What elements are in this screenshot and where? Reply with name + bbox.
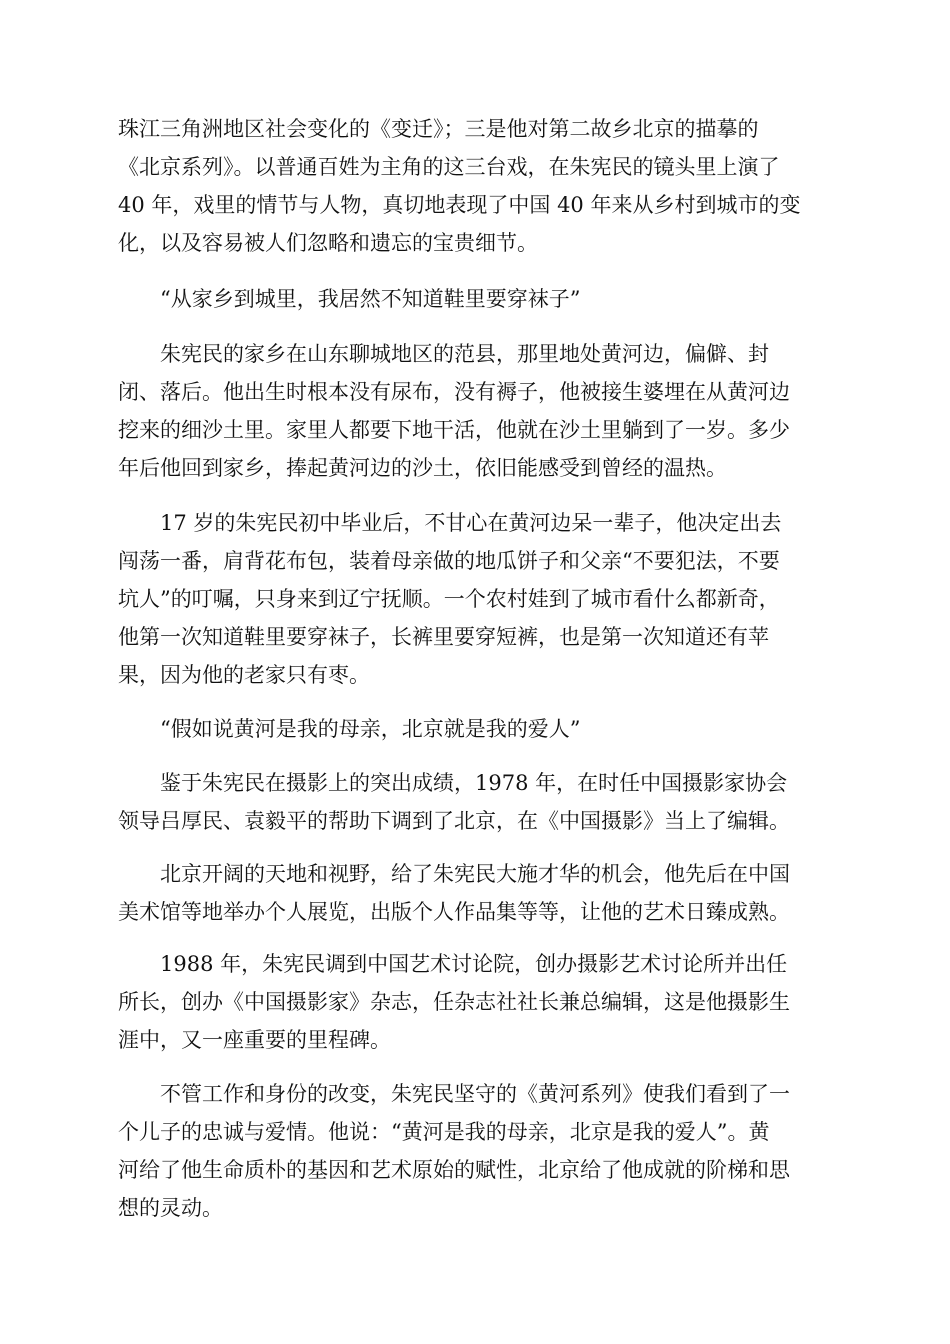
text-line: 珠江三角洲地区社会变化的《变迁》；三是他对第二故乡北京的描摹的 (118, 117, 759, 141)
section-heading (118, 280, 834, 318)
text-line: 坑人”的叮嘱，只身来到辽宁抚顺。一个农村娃到了城市看什么都新奇， (118, 587, 780, 611)
text-line: 17 岁的朱宪民初中毕业后，不甘心在黄河边呆一辈子，他决定出去 (160, 511, 782, 535)
text-line: 涯中，又一座重要的里程碑。 (118, 1028, 391, 1052)
text-line: 个儿子的忠诚与爱情。他说：“黄河是我的母亲，北京是我的爱人”。黄 (118, 1120, 770, 1144)
text-line: 闭、落后。他出生时根本没有尿布，没有褥子，他被接生婆埋在从黄河边 (118, 380, 790, 404)
paragraph (118, 764, 834, 840)
text-line: 挖来的细沙土里。家里人都要下地干活，他就在沙土里躺到了一岁。多少 (118, 418, 790, 442)
section-heading (118, 710, 834, 748)
text-line: 美术馆等地举办个人展览，出版个人作品集等等，让他的艺术日臻成熟。 (118, 900, 790, 924)
text-line: 想的灵动。 (118, 1196, 223, 1220)
text-line: 40 年，戏里的情节与人物，真切地表现了中国 40 年来从乡村到城市的变 (118, 193, 801, 217)
text-line: 闯荡一番，肩背花布包，装着母亲做的地瓜饼子和父亲“不要犯法，不要 (118, 549, 780, 573)
text-line: 不管工作和身份的改变，朱宪民坚守的《黄河系列》使我们看到了一 (160, 1082, 790, 1106)
paragraph (118, 335, 834, 487)
paragraph (118, 855, 834, 931)
text-line: 所长，创办《中国摄影家》杂志，任杂志社社长兼总编辑，这是他摄影生 (118, 990, 790, 1014)
text-line: 年后他回到家乡，捧起黄河边的沙土，依旧能感受到曾经的温热。 (118, 456, 727, 480)
text-line: 北京开阔的天地和视野，给了朱宪民大施才华的机会，他先后在中国 (160, 862, 790, 886)
text-line: 河给了他生命质朴的基因和艺术原始的赋性，北京给了他成就的阶梯和思 (118, 1158, 790, 1182)
paragraph (118, 945, 834, 1059)
text-line: 朱宪民的家乡在山东聊城地区的范县，那里地处黄河边，偏僻、封 (160, 342, 769, 366)
paragraph-continuation (118, 110, 834, 262)
text-line: 他第一次知道鞋里要穿袜子，长裤里要穿短裤，也是第一次知道还有苹 (118, 625, 769, 649)
text-line: 《北京系列》。以普通百姓为主角的这三台戏，在朱宪民的镜头里上演了 (118, 155, 780, 179)
heading-text: “从家乡到城里，我居然不知道鞋里要穿袜子” (160, 287, 581, 311)
heading-text: “假如说黄河是我的母亲，北京就是我的爱人” (160, 717, 581, 741)
text-line: 1988 年，朱宪民调到中国艺术讨论院，创办摄影艺术讨论所并出任 (160, 952, 788, 976)
text-line: 领导吕厚民、袁毅平的帮助下调到了北京，在《中国摄影》当上了编辑。 (118, 809, 790, 833)
text-line: 化，以及容易被人们忽略和遗忘的宝贵细节。 (118, 231, 538, 255)
paragraph (118, 1075, 834, 1227)
text-line: 鉴于朱宪民在摄影上的突出成绩，1978 年，在时任中国摄影家协会 (160, 771, 788, 795)
text-line: 果，因为他的老家只有枣。 (118, 663, 370, 687)
paragraph (118, 504, 834, 694)
